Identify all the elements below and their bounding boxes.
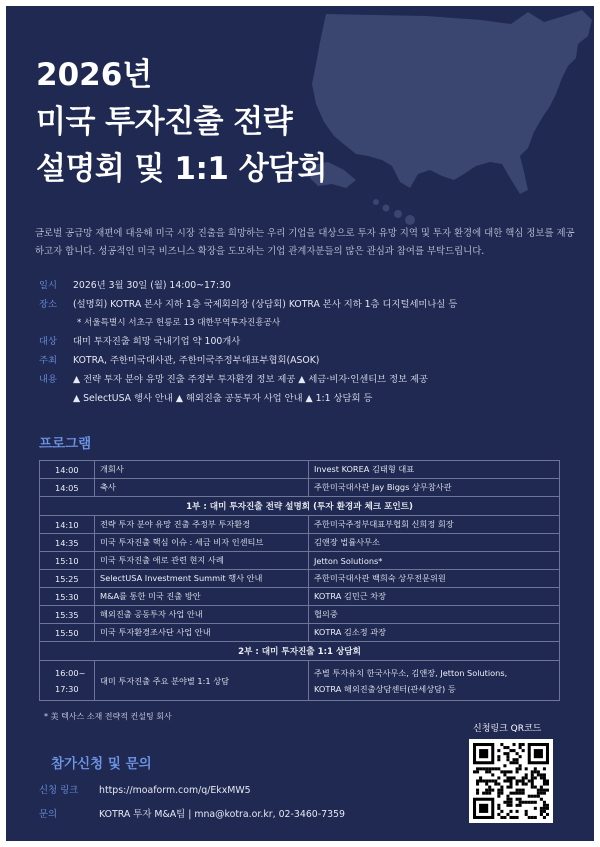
info-row-content-2 xyxy=(39,389,579,408)
title-year: 2026년 xyxy=(36,57,153,93)
table-row xyxy=(40,516,560,534)
footnote: * 美 텍사스 소재 전략적 컨설팅 회사 xyxy=(44,712,172,721)
date-value: 2026년 3월 30일 (월) 14:00~17:30 xyxy=(73,280,231,291)
row-speaker: 주한미국대사관 Jay Biggs 상무참사관 xyxy=(309,479,560,497)
host-label: 주최 xyxy=(39,355,57,366)
table-row xyxy=(40,461,560,479)
date-label: 일시 xyxy=(39,280,57,291)
page-title xyxy=(36,52,327,193)
link-value[interactable]: https://moaform.com/q/EkxMW5 xyxy=(99,785,251,796)
link-label: 신청 링크 xyxy=(39,785,79,796)
contact-label: 문의 xyxy=(39,809,58,820)
place-value: (설명회) KOTRA 본사 지하 1층 국제회의장 (상담회) KOTRA 본사 지하 1층 디지털세미나실 등 xyxy=(73,299,458,310)
content-line2: ▲ SelectUSA 행사 안내 ▲ 해외진출 공동투자 사업 안내 ▲ 1:1 상담회 등 xyxy=(73,393,373,404)
row-time: 14:05 xyxy=(40,479,95,497)
target-value: 대미 투자진출 희망 국내기업 약 100개사 xyxy=(73,336,241,347)
info-row-host xyxy=(39,351,579,370)
row-time: 15:50 xyxy=(40,624,95,642)
table-row xyxy=(40,570,560,588)
time-end: 17:30 xyxy=(55,683,79,694)
speaker-line2: KOTRA 해외진출상담센터(관세상담) 등 xyxy=(314,683,456,694)
row-session: 미국 투자진출 애로 관련 현지 사례 xyxy=(95,552,309,570)
info-row-date xyxy=(39,276,579,295)
part2-header-row xyxy=(40,642,560,661)
title-line3: 설명회 및 1:1 상담회 xyxy=(36,151,328,187)
table-row xyxy=(40,534,560,552)
part1-header: 1부 : 대미 투자진출 전략 설명회 (투자 환경과 체크 포인트) xyxy=(40,497,560,516)
qr-code[interactable] xyxy=(469,739,553,823)
intro-text: 글로벌 공급망 재편에 대응해 미국 시장 진출을 희망하는 우리 기업을 대상으로 투자 유망 지역 및 투자 환경에 대한 핵심 정보를 제공하고자 합니다. 성공적인 미국 비즈니스 확장을 도모하는 기업 관계자분들의 많은 관심과 참여를 부탁드립니다. xyxy=(35,228,575,257)
program-table xyxy=(39,460,560,701)
target-label: 대상 xyxy=(39,336,57,347)
row-time: 15:25 xyxy=(40,570,95,588)
info-row-target xyxy=(39,332,579,351)
row-time: 15:30 xyxy=(40,588,95,606)
row-time: 15:10 xyxy=(40,552,95,570)
row-speaker: KOTRA 김소정 과장 xyxy=(309,624,560,642)
info-row-place xyxy=(39,295,579,314)
title-line2: 미국 투자진출 전략 xyxy=(36,104,293,140)
place-note: * 서울특별시 서초구 헌릉로 13 대한무역투자진흥공사 xyxy=(77,318,281,328)
table-row xyxy=(40,479,560,497)
qr-code-icon xyxy=(469,739,553,823)
info-row-content xyxy=(39,370,579,389)
table-row xyxy=(40,588,560,606)
row-session: 대미 투자진출 주요 분야별 1:1 상담 xyxy=(95,661,309,701)
table-row xyxy=(40,624,560,642)
apply-row-contact xyxy=(39,803,345,827)
row-time: 15:35 xyxy=(40,606,95,624)
usa-map-graphic xyxy=(306,6,594,226)
row-speaker: 협의중 xyxy=(309,606,560,624)
row-speaker: 김앤장 법률사무소 xyxy=(309,534,560,552)
content-line1: ▲ 전략 투자 분야 유망 진출 주정부 투자환경 정보 제공 ▲ 세금·비자·인센티브 정보 제공 xyxy=(73,374,428,385)
row-session: M&A를 통한 미국 진출 방안 xyxy=(95,588,309,606)
row-session: 축사 xyxy=(95,479,309,497)
table-row xyxy=(40,661,560,701)
apply-info xyxy=(39,779,345,827)
row-speaker: Invest KOREA 김태형 대표 xyxy=(309,461,560,479)
program-title: 프로그램 xyxy=(39,436,92,452)
place-label: 장소 xyxy=(39,299,57,310)
table-row xyxy=(40,606,560,624)
contact-value: KOTRA 투자 M&A팀 | mna@kotra.or.kr, 02-3460-7359 xyxy=(99,809,345,820)
row-time: 14:35 xyxy=(40,534,95,552)
part2-header: 2부 : 대미 투자진출 1:1 상담회 xyxy=(40,642,560,661)
poster xyxy=(6,6,594,841)
row-speaker: 주한미국주정부대표부협회 신희정 회장 xyxy=(309,516,560,534)
row-time: 14:10 xyxy=(40,516,95,534)
apply-row-link xyxy=(39,779,345,803)
row-session: 해외진출 공동투자 사업 안내 xyxy=(95,606,309,624)
time-start: 16:00~ xyxy=(55,667,86,678)
qr-label: 신청링크 QR코드 xyxy=(473,724,542,734)
row-session: 미국 투자진출 핵심 이슈 : 세금 비자 인센티브 xyxy=(95,534,309,552)
event-info xyxy=(39,276,579,408)
table-row xyxy=(40,552,560,570)
content-label: 내용 xyxy=(39,374,57,385)
row-speaker: KOTRA 김민근 차장 xyxy=(309,588,560,606)
row-speaker: Jetton Solutions* xyxy=(309,552,560,570)
apply-title: 참가신청 및 문의 xyxy=(51,756,152,772)
speaker-line1: 주별 투자유치 한국사무소, 김앤장, Jetton Solutions, xyxy=(314,667,508,678)
row-time: 14:00 xyxy=(40,461,95,479)
row-time xyxy=(40,661,95,701)
row-session: 전략 투자 분야 유망 진출 주정부 투자환경 xyxy=(95,516,309,534)
row-session: SelectUSA Investment Summit 행사 안내 xyxy=(95,570,309,588)
part1-header-row xyxy=(40,497,560,516)
row-session: 개회사 xyxy=(95,461,309,479)
host-value: KOTRA, 주한미국대사관, 주한미국주정부대표부협회(ASOK) xyxy=(73,355,320,366)
row-speaker xyxy=(309,661,560,701)
row-speaker: 주한미국대사관 백희숙 상무전문위원 xyxy=(309,570,560,588)
row-session: 미국 투자환경조사단 사업 안내 xyxy=(95,624,309,642)
